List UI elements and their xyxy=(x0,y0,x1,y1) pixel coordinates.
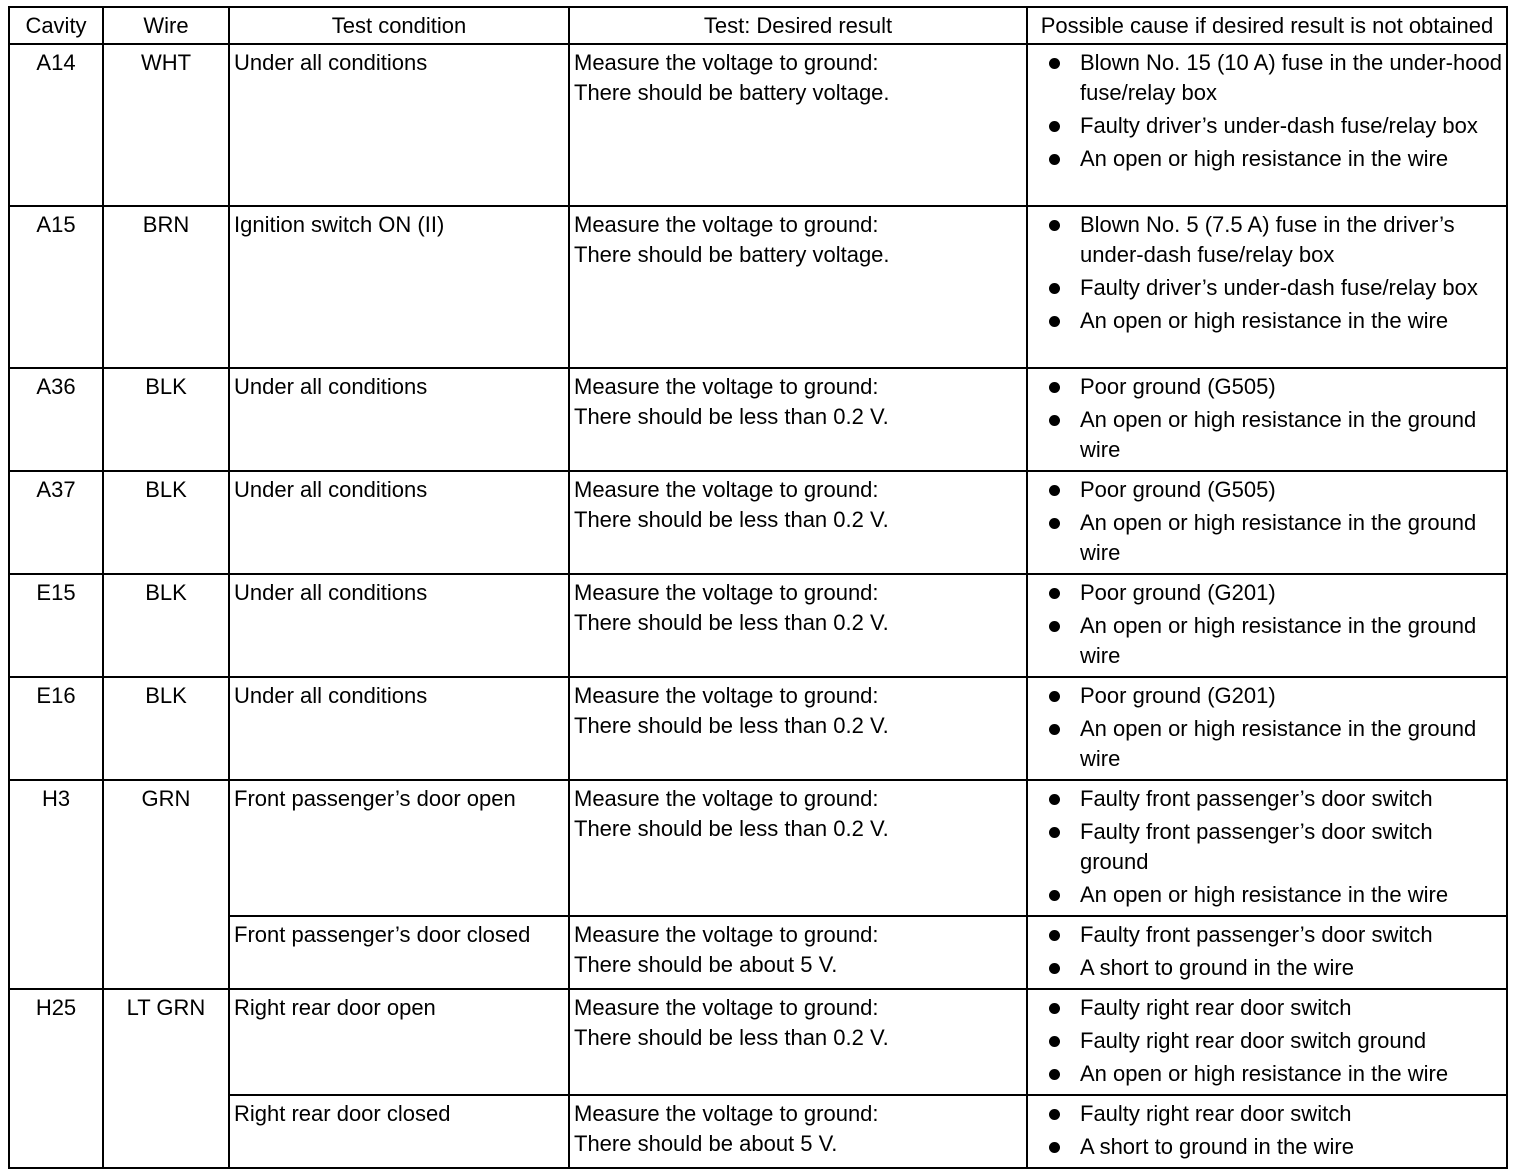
cavity-cell: A37 xyxy=(9,471,103,574)
cause-list xyxy=(1032,681,1502,774)
cause-text: A short to ground in the wire xyxy=(1080,955,1354,980)
bullet-icon xyxy=(1049,518,1060,529)
table-row xyxy=(9,574,1507,677)
desired-result-line: There should be less than 0.2 V. xyxy=(574,404,889,429)
test-condition-cell: Under all conditions xyxy=(229,44,569,206)
cause-item xyxy=(1032,681,1502,711)
possible-cause-cell xyxy=(1027,44,1507,206)
cavity-cell: H25 xyxy=(9,989,103,1168)
bullet-icon xyxy=(1049,794,1060,805)
wire-cell: BRN xyxy=(103,206,229,368)
table-row xyxy=(9,1095,1507,1168)
bullet-icon xyxy=(1049,382,1060,393)
desired-result-cell xyxy=(569,44,1027,206)
desired-result-cell xyxy=(569,368,1027,471)
cause-text: Faulty front passenger’s door switch ground xyxy=(1080,819,1433,874)
cavity-cell: E15 xyxy=(9,574,103,677)
bullet-icon xyxy=(1049,890,1060,901)
table-row xyxy=(9,471,1507,574)
possible-cause-cell xyxy=(1027,368,1507,471)
possible-cause-cell xyxy=(1027,780,1507,916)
wire-cell: BLK xyxy=(103,574,229,677)
cause-text: Faulty front passenger’s door switch xyxy=(1080,786,1433,811)
bullet-icon xyxy=(1049,316,1060,327)
bullet-icon xyxy=(1049,415,1060,426)
table-row xyxy=(9,677,1507,780)
cause-text: Poor ground (G201) xyxy=(1080,580,1276,605)
cavity-cell: A15 xyxy=(9,206,103,368)
cause-item xyxy=(1032,273,1502,303)
cause-text: An open or high resistance in the wire xyxy=(1080,308,1449,333)
desired-result-line: There should be less than 0.2 V. xyxy=(574,713,889,738)
desired-result-line: Measure the voltage to ground: xyxy=(574,477,879,502)
bullet-icon xyxy=(1049,1003,1060,1014)
wire-cell: LT GRN xyxy=(103,989,229,1168)
desired-result-line: Measure the voltage to ground: xyxy=(574,374,879,399)
cause-text: Blown No. 15 (10 A) fuse in the under-hood fuse/relay box xyxy=(1080,50,1502,105)
cavity-cell: H3 xyxy=(9,780,103,989)
wire-cell: BLK xyxy=(103,471,229,574)
possible-cause-cell xyxy=(1027,989,1507,1095)
cause-text: An open or high resistance in the ground wire xyxy=(1080,510,1477,565)
desired-result-line: Measure the voltage to ground: xyxy=(574,786,879,811)
cause-text: An open or high resistance in the wire xyxy=(1080,146,1449,171)
test-condition-cell: Front passenger’s door closed xyxy=(229,916,569,989)
bullet-icon xyxy=(1049,121,1060,132)
cause-item xyxy=(1032,508,1502,568)
cause-text: An open or high resistance in the wire xyxy=(1080,1061,1449,1086)
desired-result-line: Measure the voltage to ground: xyxy=(574,50,879,75)
test-condition-cell: Front passenger’s door open xyxy=(229,780,569,916)
desired-result-line: Measure the voltage to ground: xyxy=(574,683,879,708)
test-condition-cell: Under all conditions xyxy=(229,574,569,677)
desired-result-line: Measure the voltage to ground: xyxy=(574,212,879,237)
cause-text: Faulty right rear door switch ground xyxy=(1080,1028,1427,1053)
test-condition-cell: Under all conditions xyxy=(229,471,569,574)
cause-item xyxy=(1032,1132,1502,1162)
header-test-condition: Test condition xyxy=(229,7,569,44)
cavity-cell: E16 xyxy=(9,677,103,780)
bullet-icon xyxy=(1049,1069,1060,1080)
possible-cause-cell xyxy=(1027,1095,1507,1168)
bullet-icon xyxy=(1049,154,1060,165)
cause-item xyxy=(1032,611,1502,671)
bullet-icon xyxy=(1049,691,1060,702)
possible-cause-cell xyxy=(1027,471,1507,574)
wire-cell: BLK xyxy=(103,677,229,780)
cause-item xyxy=(1032,817,1502,877)
cause-list xyxy=(1032,578,1502,671)
cause-text: An open or high resistance in the ground wire xyxy=(1080,407,1477,462)
cause-item xyxy=(1032,144,1502,174)
bullet-icon xyxy=(1049,963,1060,974)
cause-item xyxy=(1032,1059,1502,1089)
desired-result-line: Measure the voltage to ground: xyxy=(574,995,879,1020)
desired-result-line: There should be about 5 V. xyxy=(574,1131,838,1156)
cause-list xyxy=(1032,784,1502,910)
cause-text: Faulty right rear door switch xyxy=(1080,1101,1352,1126)
cause-item xyxy=(1032,578,1502,608)
bullet-icon xyxy=(1049,1109,1060,1120)
cause-item xyxy=(1032,1026,1502,1056)
test-condition-cell: Under all conditions xyxy=(229,368,569,471)
cause-item xyxy=(1032,111,1502,141)
header-row xyxy=(9,7,1507,44)
cause-item xyxy=(1032,953,1502,983)
cause-list xyxy=(1032,920,1502,983)
cause-text: Faulty driver’s under-dash fuse/relay box xyxy=(1080,275,1478,300)
bullet-icon xyxy=(1049,827,1060,838)
cause-text: Blown No. 5 (7.5 A) fuse in the driver’s under-dash fuse/relay box xyxy=(1080,212,1455,267)
possible-cause-cell xyxy=(1027,677,1507,780)
bullet-icon xyxy=(1049,485,1060,496)
possible-cause-cell xyxy=(1027,916,1507,989)
test-condition-cell: Ignition switch ON (II) xyxy=(229,206,569,368)
bullet-icon xyxy=(1049,1142,1060,1153)
desired-result-cell xyxy=(569,574,1027,677)
bullet-icon xyxy=(1049,1036,1060,1047)
cause-list xyxy=(1032,48,1502,174)
header-cavity: Cavity xyxy=(9,7,103,44)
wire-cell: WHT xyxy=(103,44,229,206)
desired-result-cell xyxy=(569,916,1027,989)
desired-result-cell xyxy=(569,1095,1027,1168)
troubleshooting-table-container xyxy=(8,6,1506,1169)
cavity-cell: A14 xyxy=(9,44,103,206)
desired-result-cell xyxy=(569,471,1027,574)
desired-result-line: There should be about 5 V. xyxy=(574,952,838,977)
table-row xyxy=(9,916,1507,989)
cause-text: An open or high resistance in the ground wire xyxy=(1080,716,1477,771)
cause-text: An open or high resistance in the ground wire xyxy=(1080,613,1477,668)
bullet-icon xyxy=(1049,724,1060,735)
cause-text: A short to ground in the wire xyxy=(1080,1134,1354,1159)
cause-item xyxy=(1032,993,1502,1023)
cause-item xyxy=(1032,210,1502,270)
desired-result-line: There should be less than 0.2 V. xyxy=(574,507,889,532)
bullet-icon xyxy=(1049,621,1060,632)
cavity-cell: A36 xyxy=(9,368,103,471)
table-row xyxy=(9,780,1507,916)
bullet-icon xyxy=(1049,58,1060,69)
desired-result-line: Measure the voltage to ground: xyxy=(574,922,879,947)
cause-item xyxy=(1032,48,1502,108)
header-wire: Wire xyxy=(103,7,229,44)
possible-cause-cell xyxy=(1027,206,1507,368)
cause-item xyxy=(1032,920,1502,950)
cause-text: Faulty right rear door switch xyxy=(1080,995,1352,1020)
desired-result-cell xyxy=(569,989,1027,1095)
desired-result-line: There should be less than 0.2 V. xyxy=(574,816,889,841)
test-condition-cell: Right rear door closed xyxy=(229,1095,569,1168)
cause-item xyxy=(1032,784,1502,814)
table-body xyxy=(9,44,1507,1168)
bullet-icon xyxy=(1049,930,1060,941)
desired-result-line: There should be less than 0.2 V. xyxy=(574,1025,889,1050)
wire-cell: BLK xyxy=(103,368,229,471)
cause-item xyxy=(1032,405,1502,465)
test-condition-cell: Right rear door open xyxy=(229,989,569,1095)
header-possible-cause: Possible cause if desired result is not obtained xyxy=(1027,7,1507,44)
cause-item xyxy=(1032,714,1502,774)
cause-list xyxy=(1032,993,1502,1089)
bullet-icon xyxy=(1049,588,1060,599)
desired-result-cell xyxy=(569,206,1027,368)
desired-result-line: There should be less than 0.2 V. xyxy=(574,610,889,635)
header-desired-result: Test: Desired result xyxy=(569,7,1027,44)
cause-list xyxy=(1032,475,1502,568)
cause-item xyxy=(1032,306,1502,336)
cause-item xyxy=(1032,1099,1502,1129)
table-row xyxy=(9,206,1507,368)
cause-text: Poor ground (G201) xyxy=(1080,683,1276,708)
desired-result-line: There should be battery voltage. xyxy=(574,242,890,267)
cause-item xyxy=(1032,880,1502,910)
wire-cell: GRN xyxy=(103,780,229,989)
cause-list xyxy=(1032,210,1502,336)
cause-item xyxy=(1032,372,1502,402)
bullet-icon xyxy=(1049,220,1060,231)
cause-item xyxy=(1032,475,1502,505)
cause-text: Faulty driver’s under-dash fuse/relay box xyxy=(1080,113,1478,138)
connector-test-table xyxy=(8,6,1508,1169)
bullet-icon xyxy=(1049,283,1060,294)
cause-text: Poor ground (G505) xyxy=(1080,374,1276,399)
possible-cause-cell xyxy=(1027,574,1507,677)
table-row xyxy=(9,368,1507,471)
cause-text: Poor ground (G505) xyxy=(1080,477,1276,502)
cause-list xyxy=(1032,372,1502,465)
desired-result-line: There should be battery voltage. xyxy=(574,80,890,105)
desired-result-line: Measure the voltage to ground: xyxy=(574,580,879,605)
desired-result-line: Measure the voltage to ground: xyxy=(574,1101,879,1126)
test-condition-cell: Under all conditions xyxy=(229,677,569,780)
desired-result-cell xyxy=(569,780,1027,916)
table-row xyxy=(9,44,1507,206)
cause-text: An open or high resistance in the wire xyxy=(1080,882,1449,907)
cause-text: Faulty front passenger’s door switch xyxy=(1080,922,1433,947)
cause-list xyxy=(1032,1099,1502,1162)
desired-result-cell xyxy=(569,677,1027,780)
table-row xyxy=(9,989,1507,1095)
